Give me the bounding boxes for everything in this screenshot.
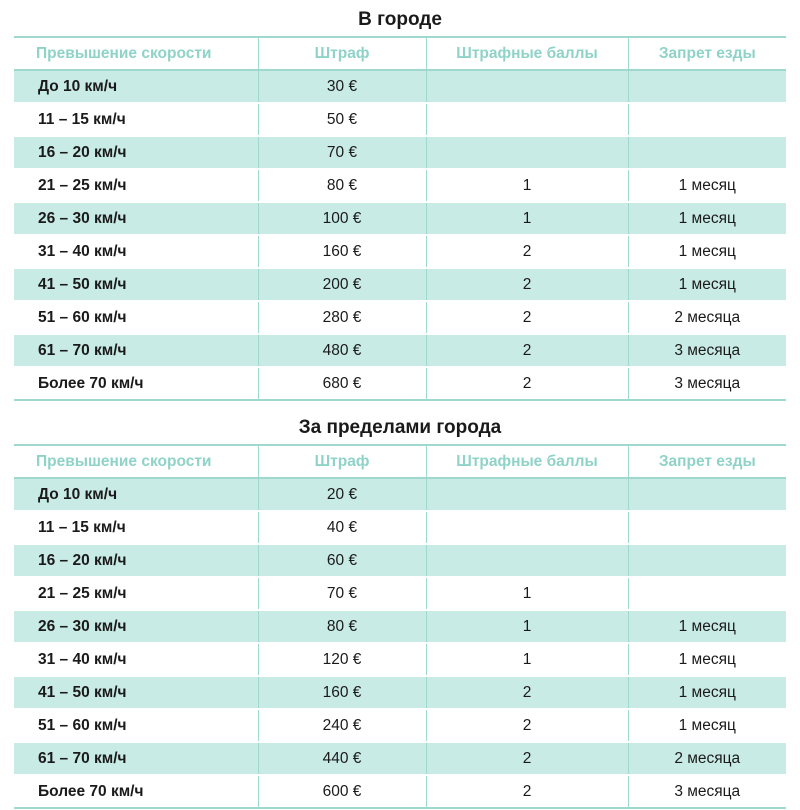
- ban-cell: [628, 577, 786, 610]
- ban-cell: 1 месяц: [628, 169, 786, 202]
- table-row: [14, 169, 786, 202]
- points-cell: 2: [426, 235, 628, 268]
- ban-cell: [628, 103, 786, 136]
- fine-cell: 80 €: [258, 169, 426, 202]
- table-row: [14, 235, 786, 268]
- speed-cell: 51 – 60 км/ч: [14, 301, 258, 334]
- table-row: [14, 367, 786, 400]
- points-cell: 2: [426, 709, 628, 742]
- ban-cell: [628, 70, 786, 103]
- speed-cell: 31 – 40 км/ч: [14, 235, 258, 268]
- fine-cell: 240 €: [258, 709, 426, 742]
- fine-cell: 280 €: [258, 301, 426, 334]
- speed-cell: 21 – 25 км/ч: [14, 577, 258, 610]
- speed-cell: До 10 км/ч: [14, 70, 258, 103]
- fine-cell: 20 €: [258, 478, 426, 511]
- points-cell: 2: [426, 775, 628, 808]
- ban-cell: 1 месяц: [628, 709, 786, 742]
- column-header-speed: Превышение скорости: [14, 445, 258, 478]
- points-cell: [426, 511, 628, 544]
- ban-cell: 3 месяца: [628, 334, 786, 367]
- speed-cell: Более 70 км/ч: [14, 367, 258, 400]
- points-cell: 2: [426, 367, 628, 400]
- table-row: [14, 334, 786, 367]
- points-cell: 1: [426, 202, 628, 235]
- header-row: [14, 37, 786, 70]
- ban-cell: 1 месяц: [628, 268, 786, 301]
- outside-city-fines-section: [14, 412, 786, 809]
- section-title: За пределами города: [298, 417, 502, 438]
- speed-cell: Более 70 км/ч: [14, 775, 258, 808]
- fine-cell: 60 €: [258, 544, 426, 577]
- speed-cell: 26 – 30 км/ч: [14, 610, 258, 643]
- ban-cell: 2 месяца: [628, 742, 786, 775]
- fine-cell: 200 €: [258, 268, 426, 301]
- fine-cell: 100 €: [258, 202, 426, 235]
- ban-cell: 1 месяц: [628, 610, 786, 643]
- city-fines-section: [14, 4, 786, 401]
- column-header-fine: Штраф: [258, 445, 426, 478]
- fine-cell: 70 €: [258, 577, 426, 610]
- outside-city-fines-table: [14, 444, 786, 809]
- fine-cell: 70 €: [258, 136, 426, 169]
- fine-cell: 30 €: [258, 70, 426, 103]
- fine-cell: 160 €: [258, 676, 426, 709]
- speed-cell: 11 – 15 км/ч: [14, 103, 258, 136]
- table-row: [14, 544, 786, 577]
- speed-cell: 16 – 20 км/ч: [14, 544, 258, 577]
- header-row: [14, 445, 786, 478]
- ban-cell: [628, 136, 786, 169]
- speed-cell: До 10 км/ч: [14, 478, 258, 511]
- speed-cell: 51 – 60 км/ч: [14, 709, 258, 742]
- points-cell: 2: [426, 334, 628, 367]
- ban-cell: 1 месяц: [628, 202, 786, 235]
- table-row: [14, 478, 786, 511]
- ban-cell: 3 месяца: [628, 775, 786, 808]
- ban-cell: [628, 511, 786, 544]
- table-row: [14, 301, 786, 334]
- fine-cell: 120 €: [258, 643, 426, 676]
- fine-cell: 480 €: [258, 334, 426, 367]
- fine-cell: 50 €: [258, 103, 426, 136]
- points-cell: 2: [426, 301, 628, 334]
- section-title: В городе: [358, 9, 442, 30]
- column-header-points: Штрафные баллы: [426, 37, 628, 70]
- points-cell: 1: [426, 610, 628, 643]
- table-row: [14, 643, 786, 676]
- column-header-ban: Запрет езды: [628, 37, 786, 70]
- speed-cell: 41 – 50 км/ч: [14, 676, 258, 709]
- table-row: [14, 268, 786, 301]
- ban-cell: 2 месяца: [628, 301, 786, 334]
- ban-cell: 3 месяца: [628, 367, 786, 400]
- points-cell: [426, 103, 628, 136]
- fine-cell: 440 €: [258, 742, 426, 775]
- points-cell: [426, 136, 628, 169]
- points-cell: [426, 70, 628, 103]
- table-row: [14, 577, 786, 610]
- ban-cell: 1 месяц: [628, 643, 786, 676]
- table-row: [14, 775, 786, 808]
- column-header-fine: Штраф: [258, 37, 426, 70]
- column-header-ban: Запрет езды: [628, 445, 786, 478]
- table-row: [14, 103, 786, 136]
- table-row: [14, 742, 786, 775]
- ban-cell: [628, 478, 786, 511]
- speed-cell: 21 – 25 км/ч: [14, 169, 258, 202]
- speed-cell: 61 – 70 км/ч: [14, 334, 258, 367]
- table-row: [14, 70, 786, 103]
- fine-cell: 680 €: [258, 367, 426, 400]
- points-cell: 1: [426, 169, 628, 202]
- speed-cell: 41 – 50 км/ч: [14, 268, 258, 301]
- table-row: [14, 136, 786, 169]
- ban-cell: 1 месяц: [628, 235, 786, 268]
- city-fines-table: [14, 36, 786, 401]
- ban-cell: 1 месяц: [628, 676, 786, 709]
- fine-cell: 160 €: [258, 235, 426, 268]
- fine-cell: 80 €: [258, 610, 426, 643]
- points-cell: 2: [426, 268, 628, 301]
- table-row: [14, 610, 786, 643]
- points-cell: 2: [426, 676, 628, 709]
- table-row: [14, 709, 786, 742]
- points-cell: 1: [426, 577, 628, 610]
- points-cell: 2: [426, 742, 628, 775]
- table-row: [14, 202, 786, 235]
- points-cell: 1: [426, 643, 628, 676]
- speed-cell: 11 – 15 км/ч: [14, 511, 258, 544]
- column-header-points: Штрафные баллы: [426, 445, 628, 478]
- speed-cell: 16 – 20 км/ч: [14, 136, 258, 169]
- table-row: [14, 676, 786, 709]
- points-cell: [426, 478, 628, 511]
- fine-cell: 600 €: [258, 775, 426, 808]
- speed-cell: 26 – 30 км/ч: [14, 202, 258, 235]
- table-row: [14, 511, 786, 544]
- speed-cell: 61 – 70 км/ч: [14, 742, 258, 775]
- ban-cell: [628, 544, 786, 577]
- column-header-speed: Превышение скорости: [14, 37, 258, 70]
- speed-cell: 31 – 40 км/ч: [14, 643, 258, 676]
- fine-cell: 40 €: [258, 511, 426, 544]
- points-cell: [426, 544, 628, 577]
